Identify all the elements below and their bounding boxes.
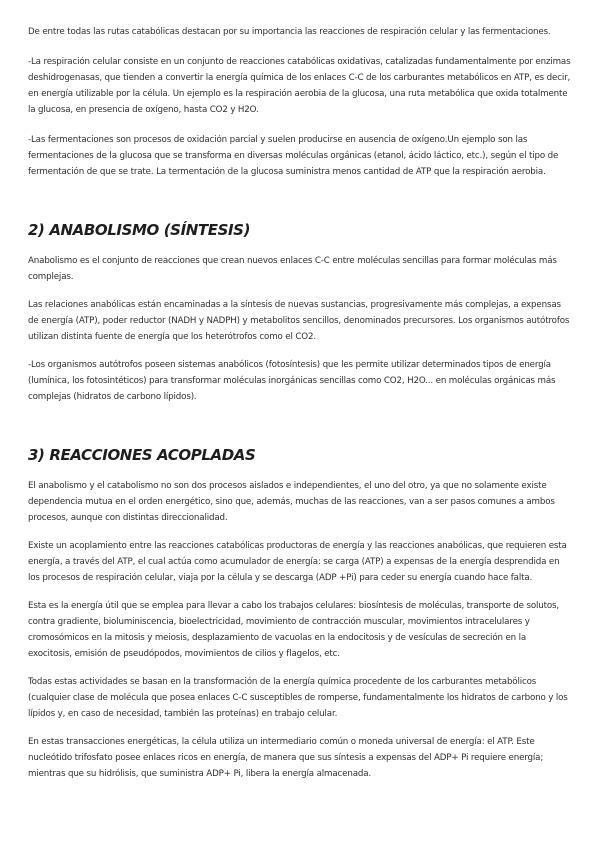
section-heading-reacciones-acopladas: 3) REACCIONES ACOPLADAS (28, 446, 256, 464)
anabolismo-paragraph-2: Las relaciones anabólicas están encaminadas a la síntesis de nuevas sustancias, progresivamente más complejas, a expensas de energía (ATP), poder reductor (NADH y NADPH) y metabolitos sencillos, denominados precursores. Los organismos autótrofos utilizan distinta fuente de energía que los heterótrofos como el CO2. (28, 300, 570, 342)
acopladas-paragraph-5: En estas transacciones energéticas, la célula utiliza un intermediario común o moneda universal de energía: el ATP. Este nucleótido trifosfato posee enlaces ricos en energía, de manera que sus síntesis a expensas del ADP+ Pi requiere energía; mientras que su hidrólisis, que suministra ADP+ Pi, libera la energía almacenada. (28, 737, 544, 779)
section-heading-anabolismo: 2) ANABOLISMO (SÍNTESIS) (28, 221, 251, 239)
intro-paragraph-3: -Las fermentaciones son procesos de oxidación parcial y suelen producirse en ausencia de oxígeno.Un ejemplo son las fermentaciones de la glucosa que se transforma en diversas moléculas orgánicas (etanol, ácido láctico, etc.), según el tipo de fermentación de que se trate. La termentación de la glucosa suministra menos cantidad de ATP que la respiración aerobia. (28, 135, 559, 177)
acopladas-paragraph-2: Existe un acoplamiento entre las reacciones catabólicas productoras de energía y las reacciones anabólicas, que requieren esta energía, a través del ATP, el cual actúa como acumulador de energía: se carga (ATP) a expensas de la energía desprendida en los procesos de respiración celular, viaja por la célula y se descarga (ADP +Pi) para ceder su energía cuando hace falta. (28, 541, 567, 583)
acopladas-paragraph-3: Esta es la energía útil que se emplea para llevar a cabo los trabajos celulares: biosíntesis de moléculas, transporte de solutos, contra gradiente, bioluminiscencia, bioelectricidad, movimiento de contracción muscular, movimientos intracelulares y cromosómicos en la mitosis y meiosis, desplazamiento de vacuolas en la endocitosis y de vesículas de secreción en la exocitosis, emisión de pseudópodos, movimientos de cilios y flagelos, etc. (28, 601, 560, 659)
acopladas-paragraph-1: El anabolismo y el catabolismo no son dos procesos aislados e independientes, el uno del otro, ya que no solamente existe dependencia mutua en el orden energético, sino que, además, muchas de las reacciones, van a ser pasos comunes a ambos procesos, aunque con distintas direccionalidad. (28, 481, 555, 523)
acopladas-paragraph-4: Todas estas actividades se basan en la transformación de la energía química procedente de los carburantes metabólicos (cualquier clase de molécula que posea enlaces C-C susceptibles de romperse, fundamentalmente los hidratos de carbono y los lípidos y, en caso de necesidad, también las proteínas) en trabajo celular. (28, 677, 568, 719)
anabolismo-paragraph-3: -Los organismos autótrofos poseen sistemas anabólicos (fotosíntesis) que les permite utilizar determinados tipos de energía (lumínica, los fotosintéticos) para transformar moléculas inorgánicas sencillas como CO2, H2O... en moléculas orgánicas más complejas (hidratos de carbono lípidos). (28, 360, 556, 402)
intro-paragraph-1: De entre todas las rutas catabólicas destacan por su importancia las reacciones de respiración celular y las fermentaciones. (28, 27, 551, 37)
intro-paragraph-2: -La respiración celular consiste en un conjunto de reacciones catabólicas oxidativas, catalizadas fundamentalmente por enzimas deshidrogenasas, que tienden a convertir la energía química de los enlaces C-C de los carburantes metabólicos en ATP, es decir, en energía utilizable por la célula. Un ejemplo es la respiración aerobia de la glucosa, una ruta metabólica que oxida totalmente la glucosa, en presencia de oxígeno, hasta CO2 y H2O. (28, 57, 571, 115)
anabolismo-paragraph-1: Anabolismo es el conjunto de reacciones que crean nuevos enlaces C-C entre moléculas sencillas para formar moléculas más complejas. (28, 256, 557, 282)
